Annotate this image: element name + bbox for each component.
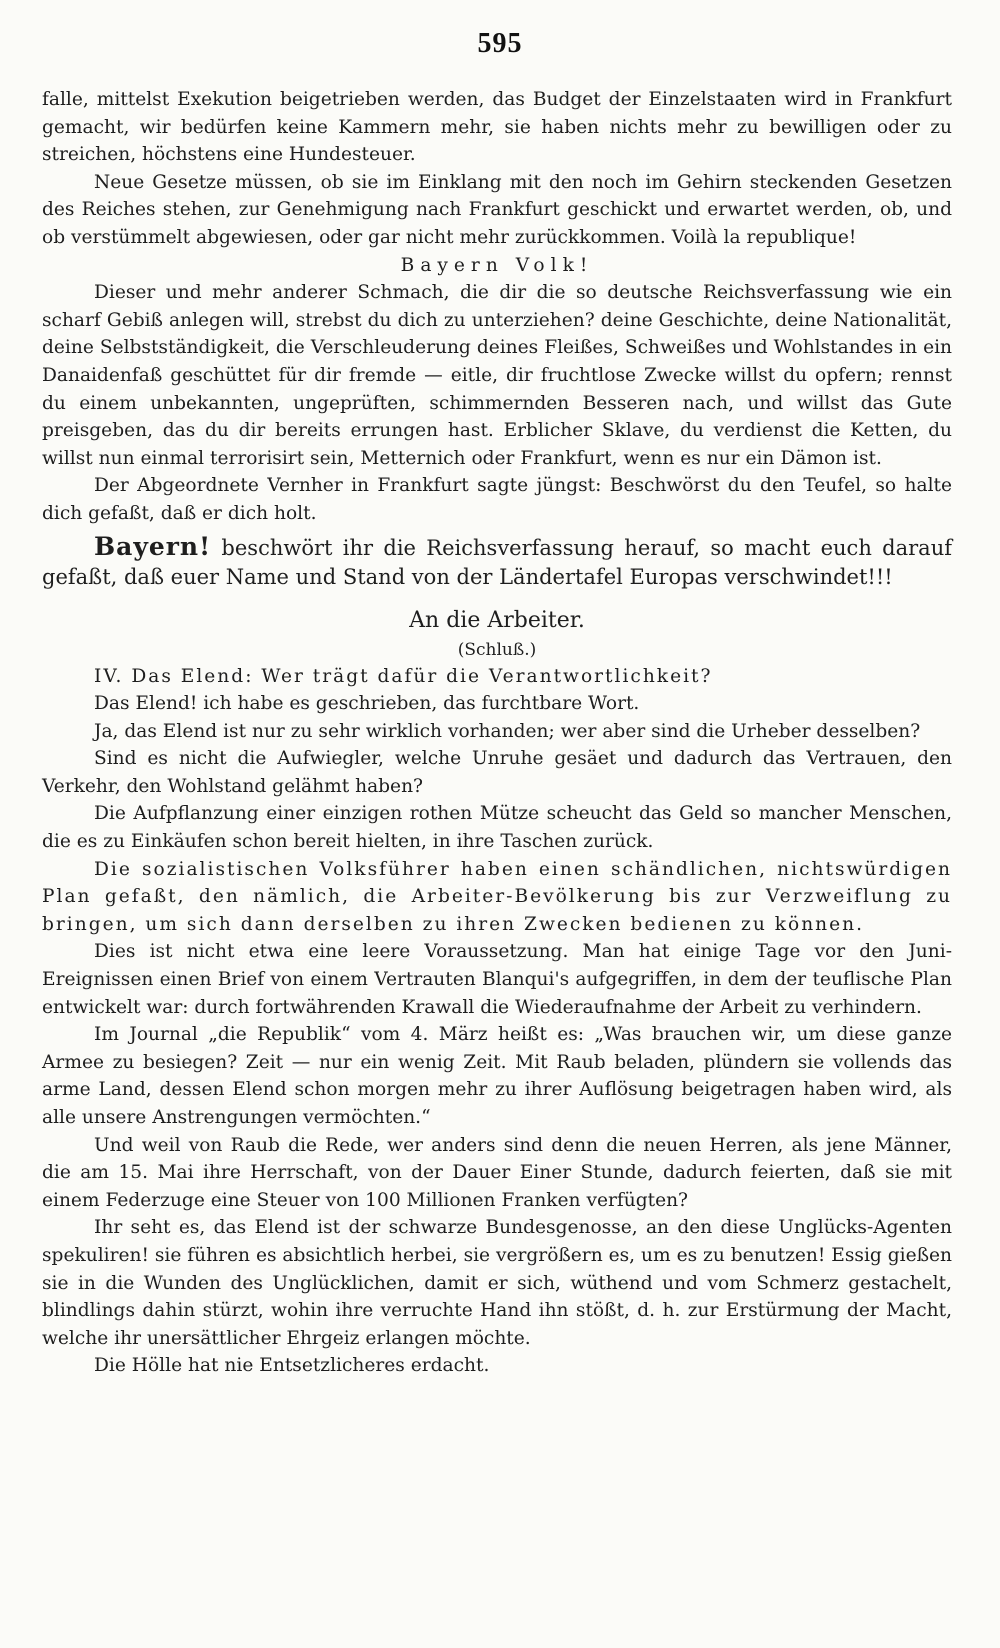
heading-section-iv: IV. Das Elend: Wer trägt dafür die Verantwortlichkeit?	[94, 665, 713, 687]
paragraph-abgeordnete: Der Abgeordnete Vernher in Frankfurt sagte jüngst: Beschwörst du den Teufel, so halte dich gefaßt, daß er dich holt.	[42, 475, 952, 524]
paragraph-volksfuehrer: Die sozialistischen Volksführer haben einen schändlichen, nichtswürdigen Plan gefaßt, den nämlich, die Arbeiter-Bevölkerung bis zur Verzweiflung zu bringen, um sich dann derselben zu ihren Zwecken bedienen zu können.	[42, 858, 952, 935]
paragraph-aufwiegler: Sind es nicht die Aufwiegler, welche Unruhe gesäet und dadurch das Vertrauen, den Verkehr, den Wohlstand gelähmt haben?	[42, 748, 952, 797]
paragraph-elend: Das Elend! ich habe es geschrieben, das furchtbare Wort.	[94, 693, 640, 715]
paragraph-bayern-appeal	[42, 532, 952, 593]
paragraph-hoelle: Die Hölle hat nie Entsetzlicheres erdacht.	[94, 1355, 490, 1377]
heading-an-die-arbeiter: An die Arbeiter.	[409, 607, 585, 633]
paragraph-raub: Und weil von Raub die Rede, wer anders sind denn die neuen Herren, als jene Männer, die am 15. Mai ihre Herrschaft, von der Dauer Einer Stunde, dadurch feierten, daß sie mit einem Federzuge eine Steuer von 100 Millionen Franken verfügten?	[42, 1134, 952, 1211]
bayern-appeal-text: beschwört ihr die Reichsverfassung herauf, so macht euch darauf gefaßt, daß euer Name und Stand von der Ländertafel Europas verschwindet!!!	[42, 535, 952, 589]
text-column	[42, 86, 952, 1380]
paragraph-urheber: Ja, das Elend ist nur zu sehr wirklich vorhanden; wer aber sind die Urheber desselben?	[94, 720, 921, 742]
paragraph-journal: Im Journal „die Republik“ vom 4. März heißt es: „Was brauchen wir, um diese ganze Armee zu besiegen? Zeit — nur ein wenig Zeit. Mit Raub beladen, plündern sie vollends das arme Land, dessen Elend schon morgen mehr zu ihrer Auflösung beigetragen haben wird, als alle unsere Anstrengungen vermöchten.“	[42, 1024, 952, 1128]
heading-bayern-volk: Bayern Volk!	[400, 254, 594, 276]
paragraph-schmach: Dieser und mehr anderer Schmach, die dir die so deutsche Reichsverfassung wie ein scharf Gebiß anlegen will, strebst du dich zu unterziehen? deine Geschichte, deine Nationalität, deine Selbstständigkeit, die Verschleuderung deines Fleißes, Schweißes und Wohlstandes in ein Danaidenfaß geschüttet für dir fremde — eitle, dir fruchtlose Zwecke willst du opfern; rennst du einem unbekannten, ungeprüften, schimmernden Besseren nach, und willst das Gute preisgeben, das du dir bereits errungen hast. Erblicher Sklave, du verdienst die Ketten, du willst nun einmal terrorisirt sein, Metternich oder Frankfurt, wenn es nur ein Dämon ist.	[42, 282, 952, 469]
paragraph-neue-gesetze: Neue Gesetze müssen, ob sie im Einklang mit den noch im Gehirn steckenden Gesetzen des Reiches stehen, zur Genehmigung nach Frankfurt geschickt und erwartet werden, ob, und ob verstümmelt abgewiesen, oder gar nicht mehr zurückkommen. Voilà la republique!	[42, 171, 952, 248]
page-number: 595	[477, 28, 523, 59]
heading-schluss: (Schluß.)	[457, 639, 537, 660]
paragraph-voraussetzung: Dies ist nicht etwa eine leere Voraussetzung. Man hat einige Tage vor den Juni-Ereignissen einen Brief von einem Vertrauten Blanqui's aufgegriffen, in dem der teuflische Plan entwickelt war: durch fortwährenden Krawall die Wiederaufnahme der Arbeit zu verhindern.	[42, 941, 952, 1018]
paragraph-budget: falle, mittelst Exekution beigetrieben werden, das Budget der Einzelstaaten wird in Frankfurt gemacht, wir bedürfen keine Kammern mehr, sie haben nichts mehr zu bewilligen oder zu streichen, höchstens eine Hundesteuer.	[42, 89, 952, 166]
paragraph-bundesgenosse: Ihr seht es, das Elend ist der schwarze Bundesgenosse, an den diese Unglücks-Agenten spekuliren! sie führen es absichtlich herbei, sie vergrößern es, um es zu benutzen! Essig gießen sie in die Wunden des Unglücklichen, damit er sich, wüthend und vom Schmerz gestachelt, blindlings dahin stürzt, wohin ihre verruchte Hand ihn stößt, d. h. zur Erstürmung der Macht, welche ihr unersättlicher Ehrgeiz erlangen möchte.	[42, 1217, 952, 1349]
paragraph-rothe-muetze: Die Aufpflanzung einer einzigen rothen Mütze scheucht das Geld so mancher Menschen, die es zu Einkäufen schon bereit hielten, in ihre Taschen zurück.	[42, 803, 952, 853]
bayern-exclamation: Bayern!	[94, 531, 212, 561]
